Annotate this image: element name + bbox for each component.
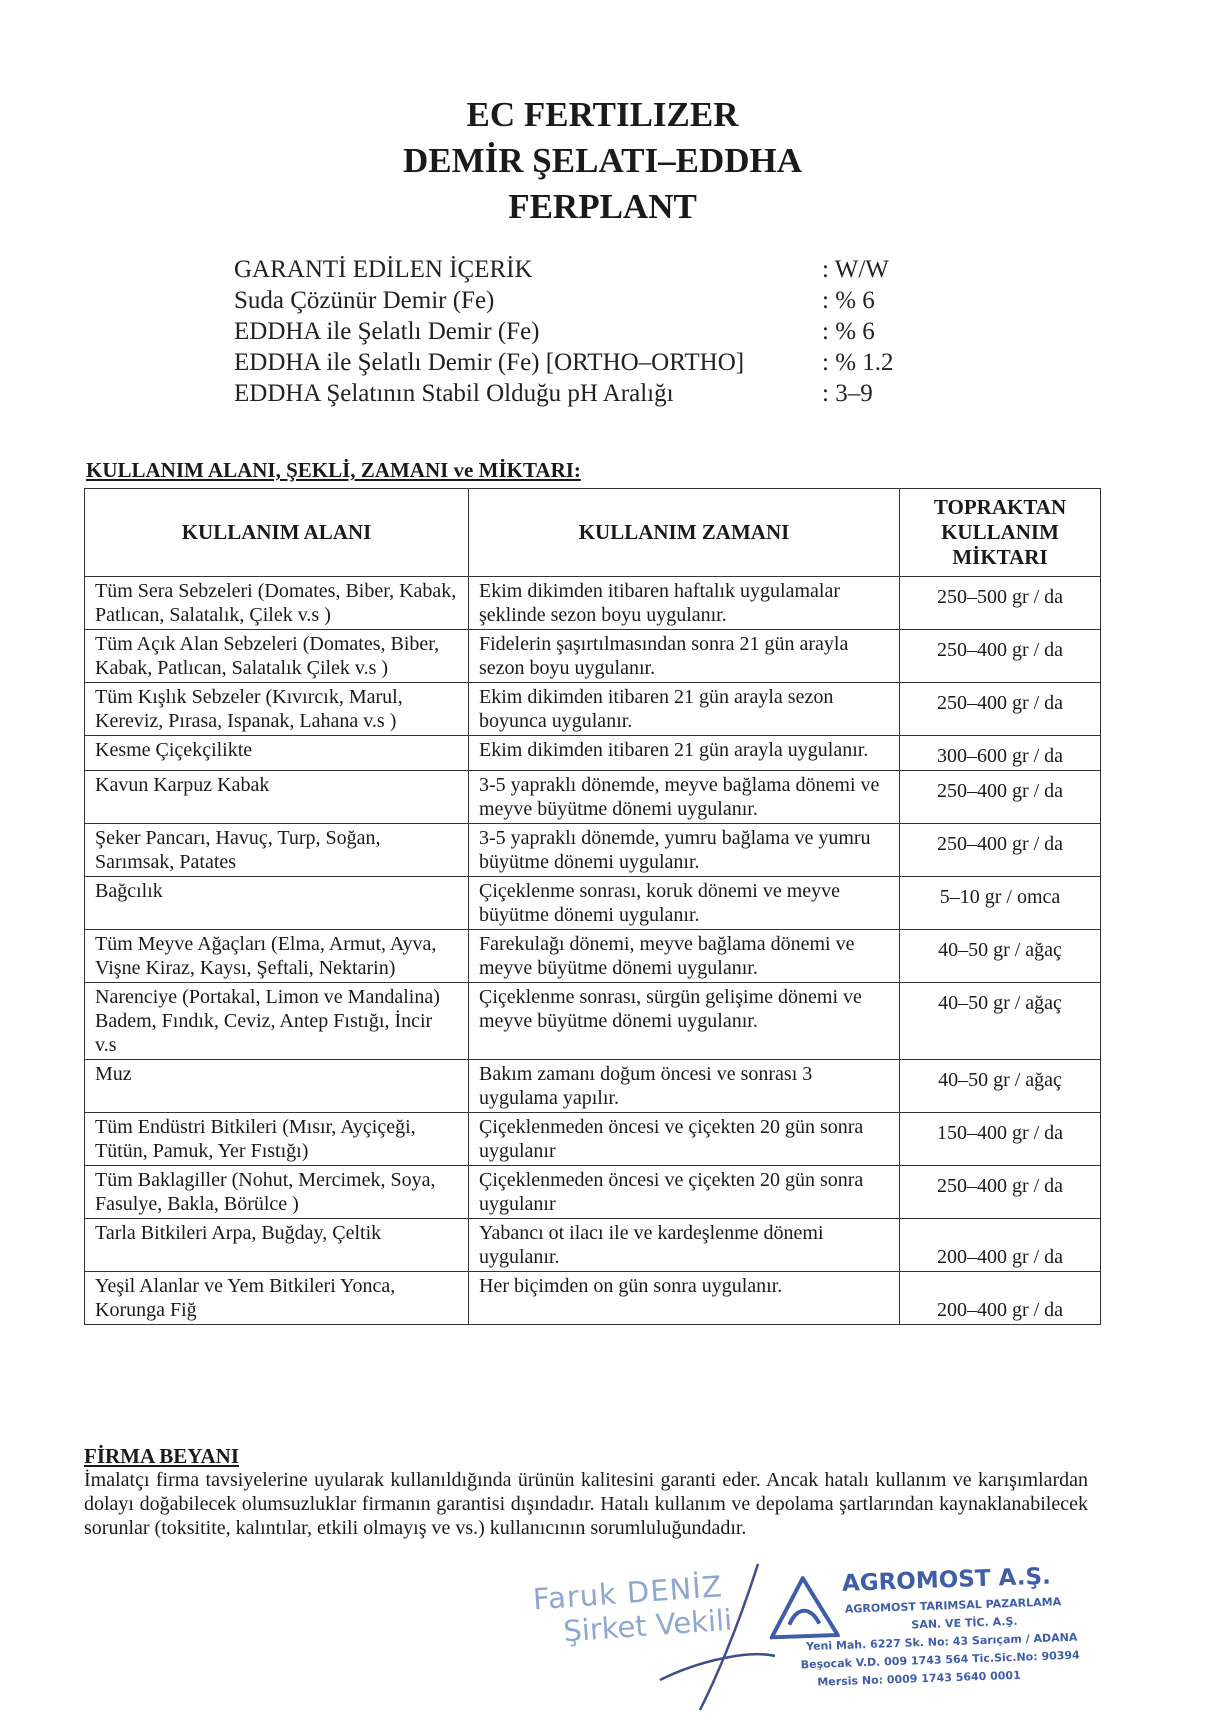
cell-area: Kavun Karpuz Kabak	[85, 771, 469, 824]
cell-area: Tüm Baklagiller (Nohut, Mercimek, Soya, Fasulye, Bakla, Börülce )	[85, 1166, 469, 1219]
title-line-2: DEMİR ŞELATI–EDDHA	[403, 141, 802, 180]
table-row	[85, 1113, 1101, 1166]
stamp-line: Mersis No: 0009 1743 5640 0001	[817, 1668, 1021, 1689]
usage-table	[84, 488, 1101, 1325]
cell-time: 3-5 yapraklı dönemde, yumru bağlama ve yumru büyütme dönemi uygulanır.	[469, 824, 900, 877]
title-line-1: EC FERTILIZER	[466, 95, 739, 134]
composition-label: Suda Çözünür Demir (Fe)	[234, 287, 495, 314]
header-usage-area: KULLANIM ALANI	[85, 489, 469, 577]
cell-area: Tarla Bitkileri Arpa, Buğday, Çeltik	[85, 1219, 469, 1272]
table-row	[85, 983, 1101, 1060]
stamp-line: AGROMOST TARIMSAL PAZARLAMA	[844, 1595, 1062, 1616]
cell-time: 3-5 yapraklı dönemde, meyve bağlama dönemi ve meyve büyütme dönemi uygulanır.	[469, 771, 900, 824]
composition-value: : 3–9	[822, 380, 873, 407]
cell-amount: 300–600 gr / da	[900, 736, 1101, 771]
cell-area: Kesme Çiçekçilikte	[85, 736, 469, 771]
cell-time: Çiçeklenme sonrası, koruk dönemi ve meyve büyütme dönemi uygulanır.	[469, 877, 900, 930]
cell-amount: 40–50 gr / ağaç	[900, 1060, 1101, 1113]
stamp-line: SAN. VE TİC. A.Ş.	[911, 1614, 1018, 1632]
title-line-3: FERPLANT	[508, 187, 697, 226]
cell-time: Her biçimden on gün sonra uygulanır.	[469, 1272, 900, 1325]
table-row	[85, 1272, 1101, 1325]
composition-row	[234, 285, 914, 316]
cell-time: Fidelerin şaşırtılmasından sonra 21 gün arayla sezon boyu uygulanır.	[469, 630, 900, 683]
table-row	[85, 736, 1101, 771]
cell-area: Tüm Kışlık Sebzeler (Kıvırcık, Marul, Kereviz, Pırasa, Ispanak, Lahana v.s )	[85, 683, 469, 736]
cell-area: Yeşil Alanlar ve Yem Bitkileri Yonca, Korunga Fiğ	[85, 1272, 469, 1325]
company-declaration	[84, 1444, 1088, 1540]
cell-area: Bağcılık	[85, 877, 469, 930]
table-row	[85, 630, 1101, 683]
table-row	[85, 1166, 1101, 1219]
composition-row	[234, 254, 914, 285]
composition-label: GARANTİ EDİLEN İÇERİK	[234, 256, 533, 283]
cell-amount: 40–50 gr / ağaç	[900, 983, 1101, 1060]
composition-value: : % 6	[822, 318, 875, 345]
composition-row	[234, 316, 914, 347]
cell-amount: 250–400 gr / da	[900, 630, 1101, 683]
header-usage-time: KULLANIM ZAMANI	[469, 489, 900, 577]
cell-amount: 5–10 gr / omca	[900, 877, 1101, 930]
cell-area: Şeker Pancarı, Havuç, Turp, Soğan, Sarımsak, Patates	[85, 824, 469, 877]
cell-amount: 150–400 gr / da	[900, 1113, 1101, 1166]
composition-row	[234, 378, 914, 409]
declaration-title: FİRMA BEYANI	[84, 1444, 239, 1468]
cell-time: Ekim dikimden itibaren 21 gün arayla sezon boyunca uygulanır.	[469, 683, 900, 736]
cell-amount: 40–50 gr / ağaç	[900, 930, 1101, 983]
cell-time: Çiçeklenme sonrası, sürgün gelişime dönemi ve meyve büyütme dönemi uygulanır.	[469, 983, 900, 1060]
cell-amount: 250–400 gr / da	[900, 1166, 1101, 1219]
table-row	[85, 1060, 1101, 1113]
table-header-row	[85, 489, 1101, 577]
cell-amount: 250–400 gr / da	[900, 683, 1101, 736]
stamp-company-name: AGROMOST A.Ş.	[841, 1563, 1052, 1597]
composition-value: : W/W	[822, 256, 889, 283]
cell-time: Çiçeklenmeden öncesi ve çiçekten 20 gün sonra uygulanır	[469, 1113, 900, 1166]
composition-value: : % 1.2	[822, 349, 894, 376]
header-amount-line: KULLANIM	[941, 520, 1059, 544]
company-stamp	[767, 1561, 1082, 1721]
header-amount-line: MİKTARI	[952, 545, 1048, 569]
cell-time: Farekulağı dönemi, meyve bağlama dönemi ve meyve büyütme dönemi uygulanır.	[469, 930, 900, 983]
document-title	[0, 92, 1205, 230]
cell-amount: 200–400 gr / da	[900, 1272, 1101, 1325]
signature-name: Faruk DENİZ	[531, 1569, 724, 1617]
stamp-line: Yeni Mah. 6227 Sk. No: 43 Sarıçam / ADANA	[805, 1630, 1078, 1654]
usage-heading: KULLANIM ALANI, ŞEKLİ, ZAMANI ve MİKTARI:	[86, 458, 581, 482]
cell-area: Muz	[85, 1060, 469, 1113]
cell-amount: 200–400 gr / da	[900, 1219, 1101, 1272]
agromost-logo-icon	[768, 1575, 840, 1639]
composition-row	[234, 347, 914, 378]
composition-label: EDDHA ile Şelatlı Demir (Fe) [ORTHO–ORTHO]	[234, 349, 745, 376]
composition-label: EDDHA Şelatının Stabil Olduğu pH Aralığı	[234, 380, 674, 407]
cell-amount: 250–400 gr / da	[900, 824, 1101, 877]
cell-amount: 250–400 gr / da	[900, 771, 1101, 824]
stamp-line: Beşocak V.D. 009 1743 564 Tic.Sic.No: 90394	[800, 1648, 1080, 1672]
cell-time: Yabancı ot ilacı ile ve kardeşlenme dönemi uygulanır.	[469, 1219, 900, 1272]
table-row	[85, 577, 1101, 630]
table-row	[85, 1219, 1101, 1272]
signature-role: Şirket Vekili	[562, 1602, 734, 1649]
composition-label: EDDHA ile Şelatlı Demir (Fe)	[234, 318, 540, 345]
cell-area: Tüm Açık Alan Sebzeleri (Domates, Biber, Kabak, Patlıcan, Salatalık Çilek v.s )	[85, 630, 469, 683]
cell-area: Narenciye (Portakal, Limon ve Mandalina) Badem, Fındık, Ceviz, Antep Fıstığı, İncir v.s	[85, 983, 469, 1060]
composition-value: : % 6	[822, 287, 875, 314]
table-row	[85, 930, 1101, 983]
header-amount-line: TOPRAKTAN	[933, 495, 1067, 519]
cell-time: Bakım zamanı doğum öncesi ve sonrası 3 uygulama yapılır.	[469, 1060, 900, 1113]
guaranteed-content	[234, 254, 914, 409]
cell-amount: 250–500 gr / da	[900, 577, 1101, 630]
header-usage-amount	[900, 489, 1101, 577]
cell-area: Tüm Sera Sebzeleri (Domates, Biber, Kabak, Patlıcan, Salatalık, Çilek v.s )	[85, 577, 469, 630]
cell-time: Çiçeklenmeden öncesi ve çiçekten 20 gün sonra uygulanır	[469, 1166, 900, 1219]
cell-time: Ekim dikimden itibaren 21 gün arayla uygulanır.	[469, 736, 900, 771]
cell-time: Ekim dikimden itibaren haftalık uygulamalar şeklinde sezon boyu uygulanır.	[469, 577, 900, 630]
cell-area: Tüm Meyve Ağaçları (Elma, Armut, Ayva, Vişne Kiraz, Kaysı, Şeftali, Nektarin)	[85, 930, 469, 983]
table-row	[85, 771, 1101, 824]
table-row	[85, 877, 1101, 930]
table-row	[85, 683, 1101, 736]
declaration-text: İmalatçı firma tavsiyelerine uyularak kullanıldığında ürünün kalitesini garanti eder. Ancak hatalı kullanım ve karışımlardan dolayı doğabilecek olumsuzluklar firmanın garantisi dışındadır. Hatalı kullanım ve depolama şartlarından kaynaklanabilecek sorunlar (toksitite, kalıntılar, etkili olmayış ve vs.) kullanıcının sorumluluğundadır.	[84, 1469, 1088, 1539]
table-row	[85, 824, 1101, 877]
signature-stroke-icon	[640, 1560, 780, 1718]
cell-area: Tüm Endüstri Bitkileri (Mısır, Ayçiçeği, Tütün, Pamuk, Yer Fıstığı)	[85, 1113, 469, 1166]
